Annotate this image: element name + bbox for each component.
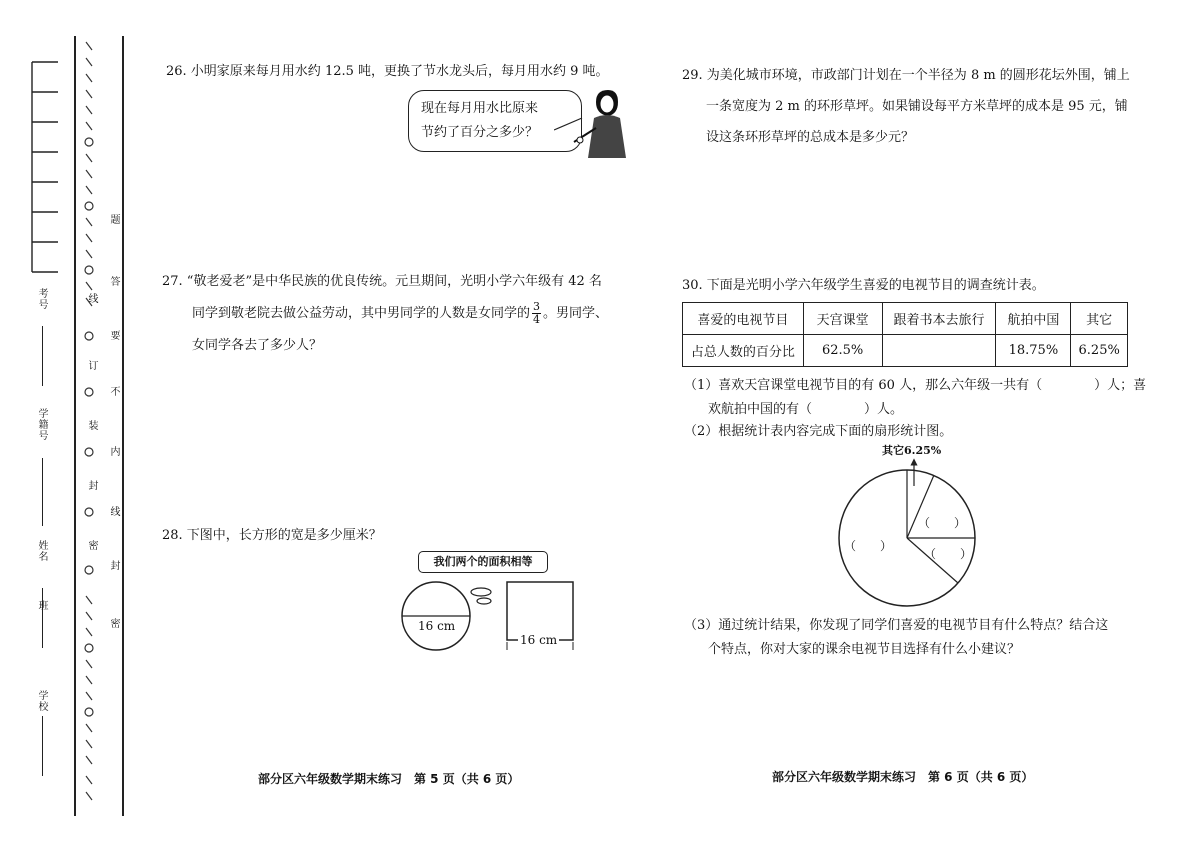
table-row (683, 335, 1128, 367)
table-cell: 6.25% (1071, 335, 1128, 367)
table-cell: 航拍中国 (996, 303, 1071, 335)
question-28: 28. 下图中，长方形的宽是多少厘米？ (162, 528, 382, 543)
bubble-line-1: 现在每月用水比原来 (421, 101, 539, 116)
bubble-pointer (554, 112, 584, 132)
pie-label-other: 其它6.25% (882, 444, 942, 457)
q30-sub2: （2）根据统计表内容完成下面的扇形统计图。 (684, 424, 953, 439)
warning-char-mi: 密 (108, 618, 119, 629)
q27-line-1: 27. “敬老爱老”是中华民族的优良传统。元旦期间，光明小学六年级有 42 名 (162, 274, 602, 289)
bubble-line-2: 节约了百分之多少？ (421, 125, 539, 140)
q30-sub3-line-2: 个特点，你对大家的课余电视节目选择有什么小建议？ (708, 642, 1021, 657)
q30-sub3-line-1: （3）通过统计结果，你发现了同学们喜爱的电视节目有什么特点？结合这 (684, 618, 1109, 633)
question-29 (682, 60, 1152, 153)
table-cell: 占总人数的百分比 (683, 335, 804, 367)
warning-char-bu: 不 (108, 386, 119, 397)
q29-line-2: 一条宽度为 2 m 的环形草坪。如果铺设每平方米草坪的成本是 95 元，铺 (706, 99, 1128, 114)
cut-char-zhuang: 装 (86, 420, 97, 431)
warning-char-nei: 内 (108, 446, 119, 457)
pie-chart (832, 452, 982, 614)
circle-figure (398, 574, 508, 656)
exam-number-underline (42, 326, 43, 386)
square-width-label: 16 cm (520, 633, 558, 647)
q30-sub1 (684, 374, 1154, 422)
fraction-numerator: 3 (533, 300, 541, 313)
question-26: 26. 小明家原来每月用水约 12.5 吨，更换了节水龙头后，每月用水约 9 吨。 (166, 64, 609, 79)
table-header-row (683, 303, 1128, 335)
cut-char-mi: 密 (86, 540, 97, 551)
school-label: 学校 (36, 690, 47, 712)
table-cell-blank[interactable] (882, 335, 996, 367)
cut-char-feng: 封 (86, 480, 97, 491)
warning-char-xian: 线 (108, 506, 119, 517)
school-underline (42, 716, 43, 776)
left-page-footer: 部分区六年级数学期末练习 第 5 页（共 6 页） (258, 772, 520, 786)
name-label: 姓名 (36, 540, 47, 562)
tv-survey-table (682, 302, 1128, 367)
pie-blank-lower-right[interactable]: （ ） (924, 547, 973, 561)
warning-char-yao: 要 (108, 330, 119, 341)
q29-line-1: 29. 为美化城市环境，市政部门计划在一个半径为 8 m 的圆形花坛外围，铺上 (682, 68, 1130, 83)
pie-blank-left[interactable]: （ ） (844, 539, 893, 553)
question-27 (162, 266, 640, 362)
fraction-3-4 (532, 301, 541, 326)
question-30-intro: 30. 下面是光明小学六年级学生喜爱的电视节目的调查统计表。 (682, 278, 1045, 293)
class-label: 班 (36, 600, 47, 611)
q27-line-2-before: 同学到敬老院去做公益劳动，其中男同学的人数是女同学的 (192, 306, 531, 321)
binding-margin (0, 0, 130, 849)
cut-char-xian: 线 (86, 293, 97, 304)
circle-diameter-label: 16 cm (418, 619, 456, 633)
margin-line-right (122, 36, 124, 816)
q27-line-2 (162, 298, 640, 330)
q30-sub1-line-1: （1）喜欢天宫课堂电视节目的有 60 人，那么六年级一共有（ ）人；喜 (684, 378, 1147, 393)
name-underline (42, 588, 43, 648)
table-cell: 喜爱的电视节目 (683, 303, 804, 335)
exam-number-boxes (26, 58, 66, 278)
q30-sub3 (684, 614, 1154, 662)
table-cell: 天宫课堂 (803, 303, 882, 335)
q30-sub1-line-2: 欢航拍中国的有（ ）人。 (708, 402, 904, 417)
q29-line-3: 设这条环形草坪的总成本是多少元？ (706, 130, 915, 145)
table-cell: 跟着书本去旅行 (882, 303, 996, 335)
margin-line-left (74, 36, 76, 816)
warning-char-feng: 封 (108, 560, 119, 571)
exam-number-label: 考号 (36, 288, 47, 310)
table-cell: 62.5% (803, 335, 882, 367)
table-cell: 其它 (1071, 303, 1128, 335)
pie-blank-upper-right[interactable]: （ ） (918, 516, 967, 530)
student-id-label: 学籍号 (36, 408, 47, 441)
table-cell: 18.75% (996, 335, 1071, 367)
right-page-footer: 部分区六年级数学期末练习 第 6 页（共 6 页） (772, 770, 1034, 784)
fraction-denominator: 4 (533, 313, 541, 326)
warning-char-da: 答 (108, 276, 119, 287)
student-id-underline (42, 458, 43, 526)
warning-char-ti: 题 (108, 214, 119, 225)
q27-line-2-after: 。男同学、 (543, 306, 609, 321)
equal-area-sign: 我们两个的面积相等 (418, 551, 548, 573)
q27-line-3: 女同学各去了多少人？ (192, 338, 323, 353)
cut-char-ding: 订 (86, 360, 97, 371)
